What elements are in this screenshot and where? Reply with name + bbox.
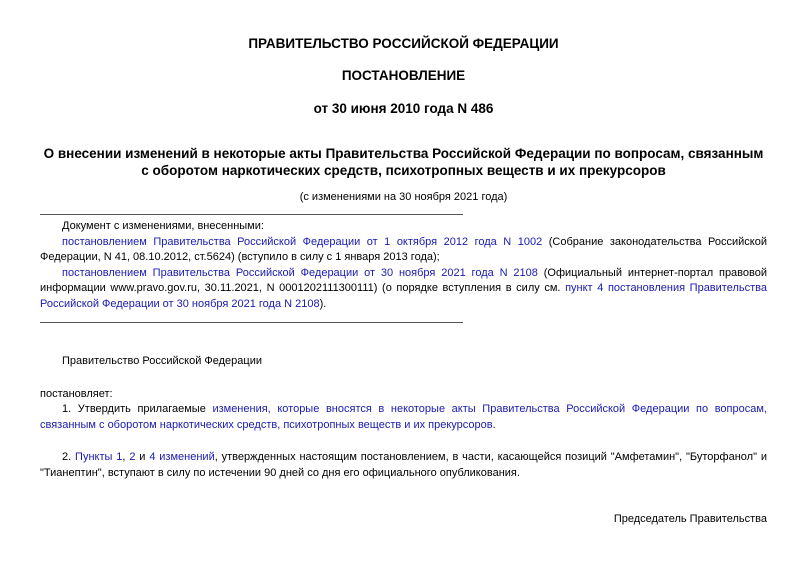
- point-4-link[interactable]: 4 изменений: [149, 451, 215, 463]
- document-type: ПОСТАНОВЛЕНИЕ: [341, 68, 466, 83]
- amendment-item-1-text: (Собрание законодательства Российской Федерации, N 41, 08.10.2012, ст.5624) (вступило в силу с 1 января 2013 года);: [40, 235, 767, 263]
- issuing-authority: ПРАВИТЕЛЬСТВО РОССИЙСКОЙ ФЕДЕРАЦИИ: [248, 36, 559, 51]
- paragraph-2: [40, 450, 767, 481]
- amendment-item-1: [40, 235, 767, 266]
- divider-top: [40, 214, 463, 215]
- amendment-link-2108[interactable]: постановлением Правительства Российской Федерации от 30 ноября 2021 года N 2108: [62, 266, 538, 279]
- decrees-line: постановляет:: [40, 388, 113, 400]
- paragraph-2-start: 2.: [62, 451, 76, 463]
- revision-note: (с изменениями на 30 ноября 2021 года): [299, 191, 508, 203]
- document-title: О внесении изменений в некоторые акты Правительства Российской Федерации по вопросам, связанным с оборотом наркотических средств, психотропных веществ и их прекурсоров: [43, 146, 764, 178]
- amendment-item-2-end: ).: [319, 297, 327, 310]
- government-line: Правительство Российской Федерации: [62, 355, 262, 367]
- paragraph-2-end: , утвержденных настоящим постановлением, в части, касающейся позиций "Амфетамин", "Буторфанол" и "Тианептин", вступают в силу по истечении 90 дней со дня его официального опубликования.: [40, 451, 767, 479]
- paragraph-1-end: .: [492, 418, 496, 431]
- paragraph-1-start: 1. Утвердить прилагаемые: [62, 403, 213, 415]
- paragraph-1: [40, 402, 767, 433]
- signature-line: Председатель Правительства: [613, 513, 767, 525]
- point-2-link[interactable]: 2: [129, 451, 136, 463]
- changes-link[interactable]: изменения, которые вносятся в некоторые акты Правительства Российской Федерации по вопросам, связанным с оборотом наркотических средств, психотропных веществ и их прекурсоров: [40, 403, 767, 431]
- points-1-link[interactable]: Пункты 1: [75, 451, 123, 463]
- separator-1: ,: [122, 451, 130, 463]
- amendment-item-2-text: (Официальный интернет-портал правовой информации www.pravo.gov.ru, 30.11.2021, N 0001202111300111) (о порядке вступления в силу см.: [40, 266, 767, 294]
- amendments-block: [40, 219, 767, 312]
- amendments-intro: Документ с изменениями, внесенными:: [62, 220, 264, 232]
- amendment-item-2: [40, 266, 767, 313]
- divider-bottom: [40, 322, 463, 323]
- amendment-link-1002[interactable]: постановлением Правительства Российской Федерации от 1 октября 2012 года N 1002: [62, 235, 543, 248]
- document-date-number: от 30 июня 2010 года N 486: [313, 101, 494, 116]
- amendment-link-2108-point4[interactable]: пункт 4 постановления Правительства Российской Федерации от 30 ноября 2021 года N 2108: [40, 282, 767, 310]
- separator-2: и: [135, 451, 150, 463]
